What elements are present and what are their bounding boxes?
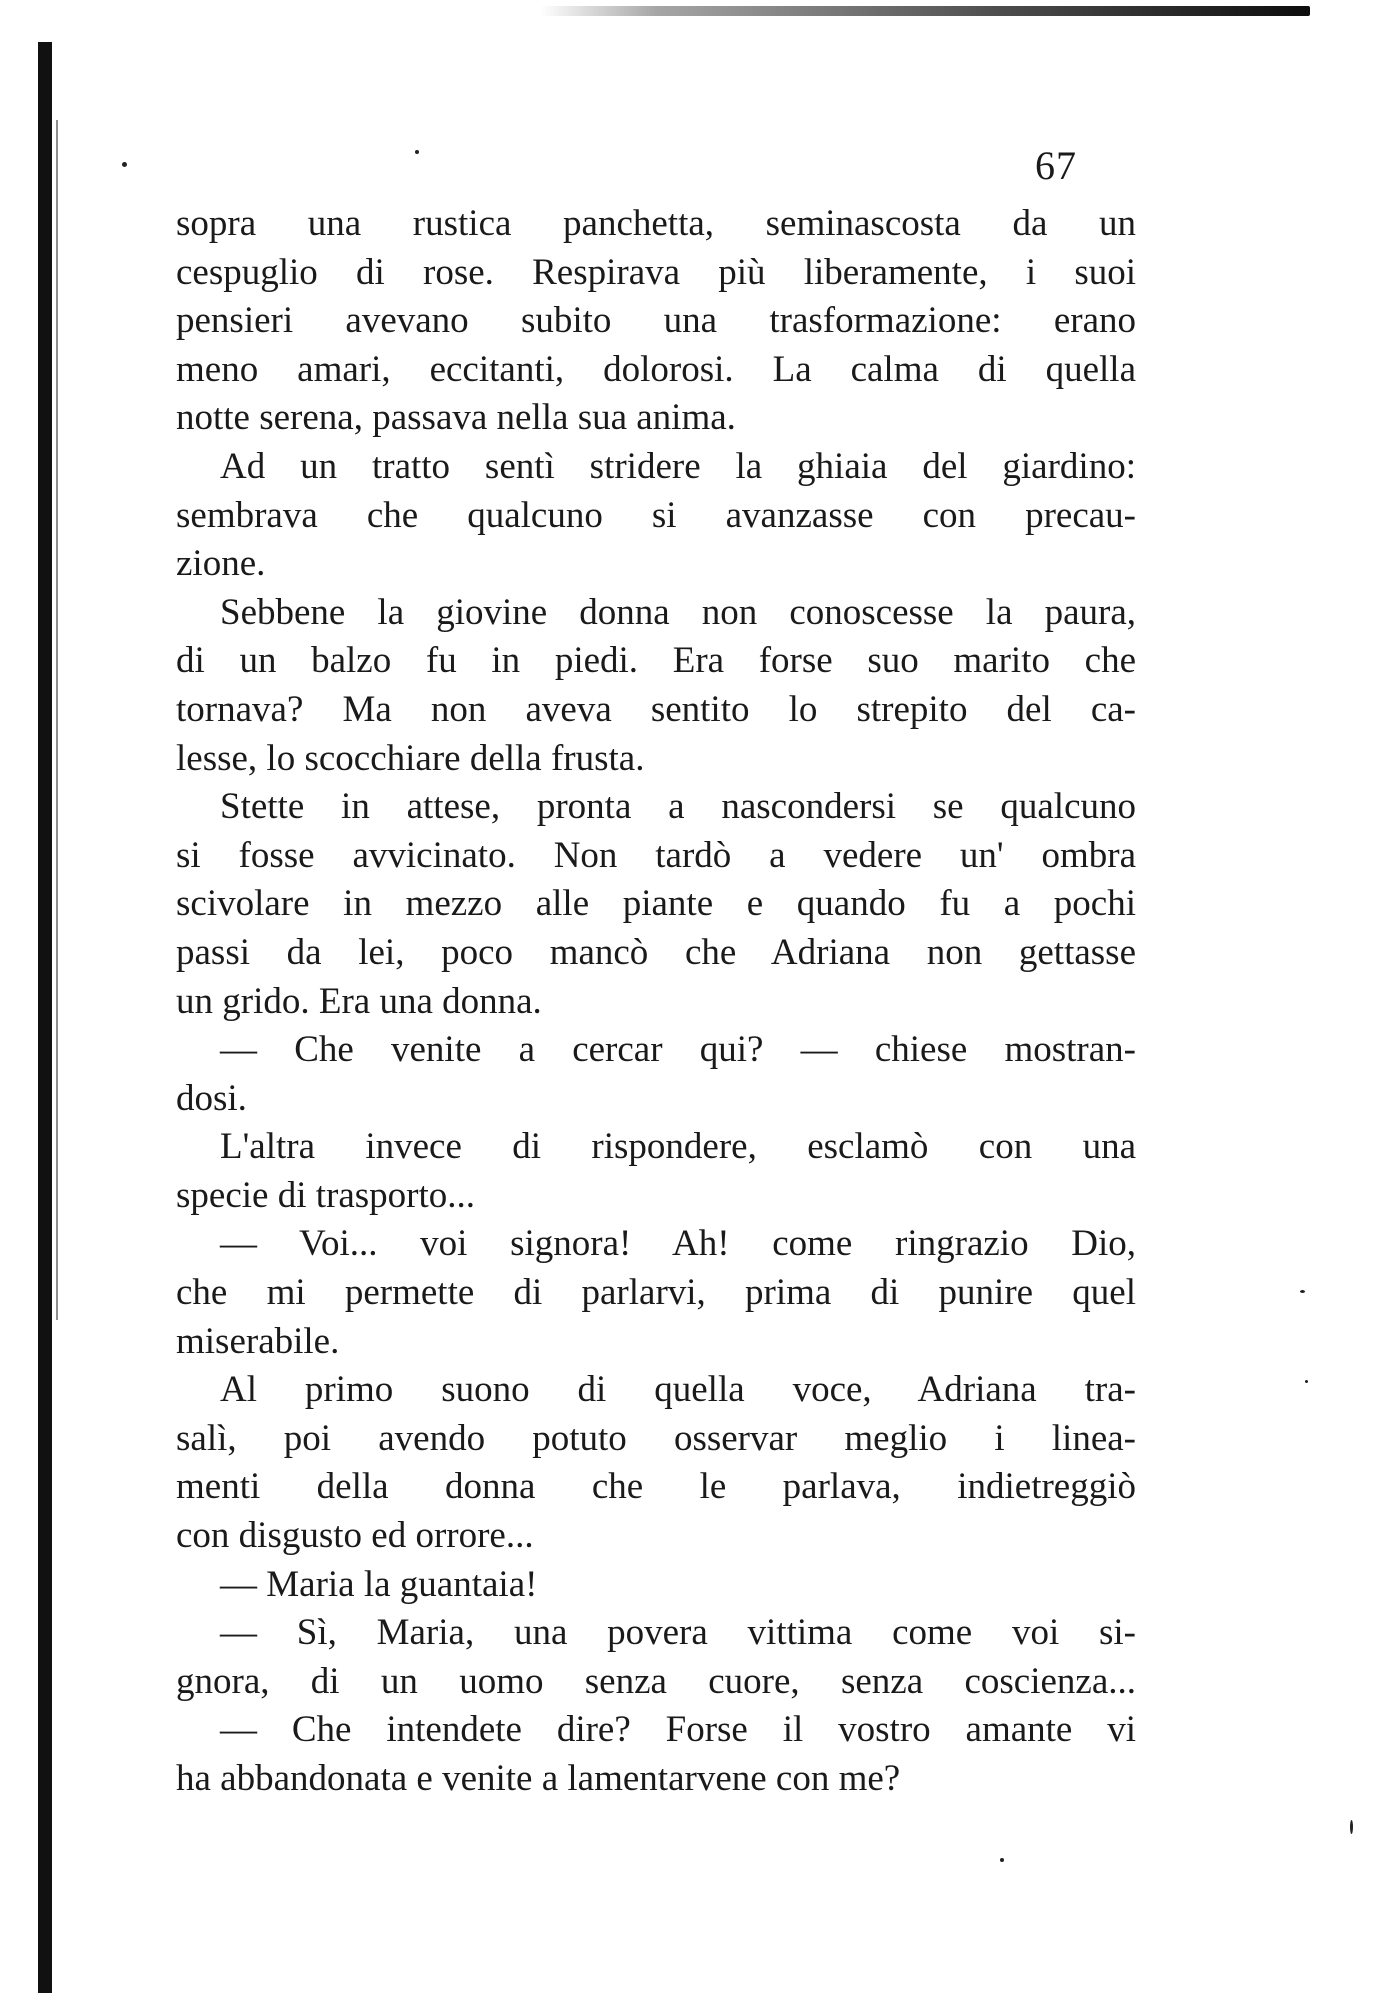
text-line: meno amari, eccitanti, dolorosi. La calma di quella: [176, 348, 1136, 390]
text-line: scivolare in mezzo alle piante e quando fu a pochi: [176, 883, 1136, 925]
text-line: L'altra invece di rispondere, esclamò con una: [220, 1126, 1136, 1168]
text-line: gnora, di un uomo senza cuore, senza coscienza...: [176, 1660, 1136, 1702]
binding-shadow: [56, 120, 58, 1320]
text-line: sembrava che qualcuno si avanzasse con precau-: [176, 494, 1136, 536]
text-line: Ad un tratto sentì stridere la ghiaia del giardino:: [220, 445, 1136, 487]
scan-top-smudge: [540, 6, 1310, 16]
text-line: passi da lei, poco mancò che Adriana non gettasse: [176, 931, 1136, 973]
text-line: specie di trasporto...: [176, 1174, 475, 1216]
text-line: Stette in attese, pronta a nascondersi se qualcuno: [220, 786, 1136, 828]
text-line: Al primo suono di quella voce, Adriana tra-: [220, 1369, 1136, 1411]
speck: [1305, 1380, 1308, 1383]
text-line: — Maria la guantaia!: [220, 1563, 538, 1605]
text-line: cespuglio di rose. Respirava più liberamente, i suoi: [176, 251, 1136, 293]
text-line: ha abbandonata e venite a lamentarvene con me?: [176, 1758, 901, 1799]
text-line: tornava? Ma non aveva sentito lo strepito del ca-: [176, 688, 1136, 730]
text-line: — Voi... voi signora! Ah! come ringrazio Dio,: [220, 1223, 1136, 1265]
body-text: [176, 200, 1136, 1804]
text-line: notte serena, passava nella sua anima.: [176, 397, 736, 439]
speck: [1000, 1858, 1004, 1862]
text-line: — Che intendete dire? Forse il vostro amante vi: [220, 1709, 1136, 1751]
text-line: un grido. Era una donna.: [176, 980, 542, 1022]
text-line: salì, poi avendo potuto osservar meglio i linea-: [176, 1417, 1136, 1459]
text-line: menti della donna che le parlava, indietreggiò: [176, 1466, 1136, 1508]
speck: [122, 162, 127, 167]
speck: [1300, 1290, 1305, 1293]
binding-edge: [38, 42, 52, 1993]
text-line: dosi.: [176, 1077, 247, 1119]
text-line: Sebbene la giovine donna non conoscesse la paura,: [220, 591, 1136, 633]
page-number: 67: [1035, 143, 1077, 188]
text-line: — Sì, Maria, una povera vittima come voi si-: [220, 1612, 1136, 1654]
speck: [1350, 1820, 1353, 1834]
text-line: si fosse avvicinato. Non tardò a vedere un' ombra: [176, 834, 1136, 876]
text-line: che mi permette di parlarvi, prima di punire quel: [176, 1272, 1136, 1314]
text-line: sopra una rustica panchetta, seminascosta da un: [176, 203, 1136, 244]
text-line: miserabile.: [176, 1320, 340, 1362]
text-line: pensieri avevano subito una trasformazione: erano: [176, 300, 1136, 342]
text-line: con disgusto ed orrore...: [176, 1515, 534, 1557]
text-line: zione.: [176, 543, 266, 585]
text-line: di un balzo fu in piedi. Era forse suo marito che: [176, 640, 1136, 682]
speck: [415, 150, 419, 154]
text-line: lesse, lo scocchiare della frusta.: [176, 737, 645, 779]
text-line: — Che venite a cercar qui? — chiese mostran-: [220, 1029, 1136, 1071]
